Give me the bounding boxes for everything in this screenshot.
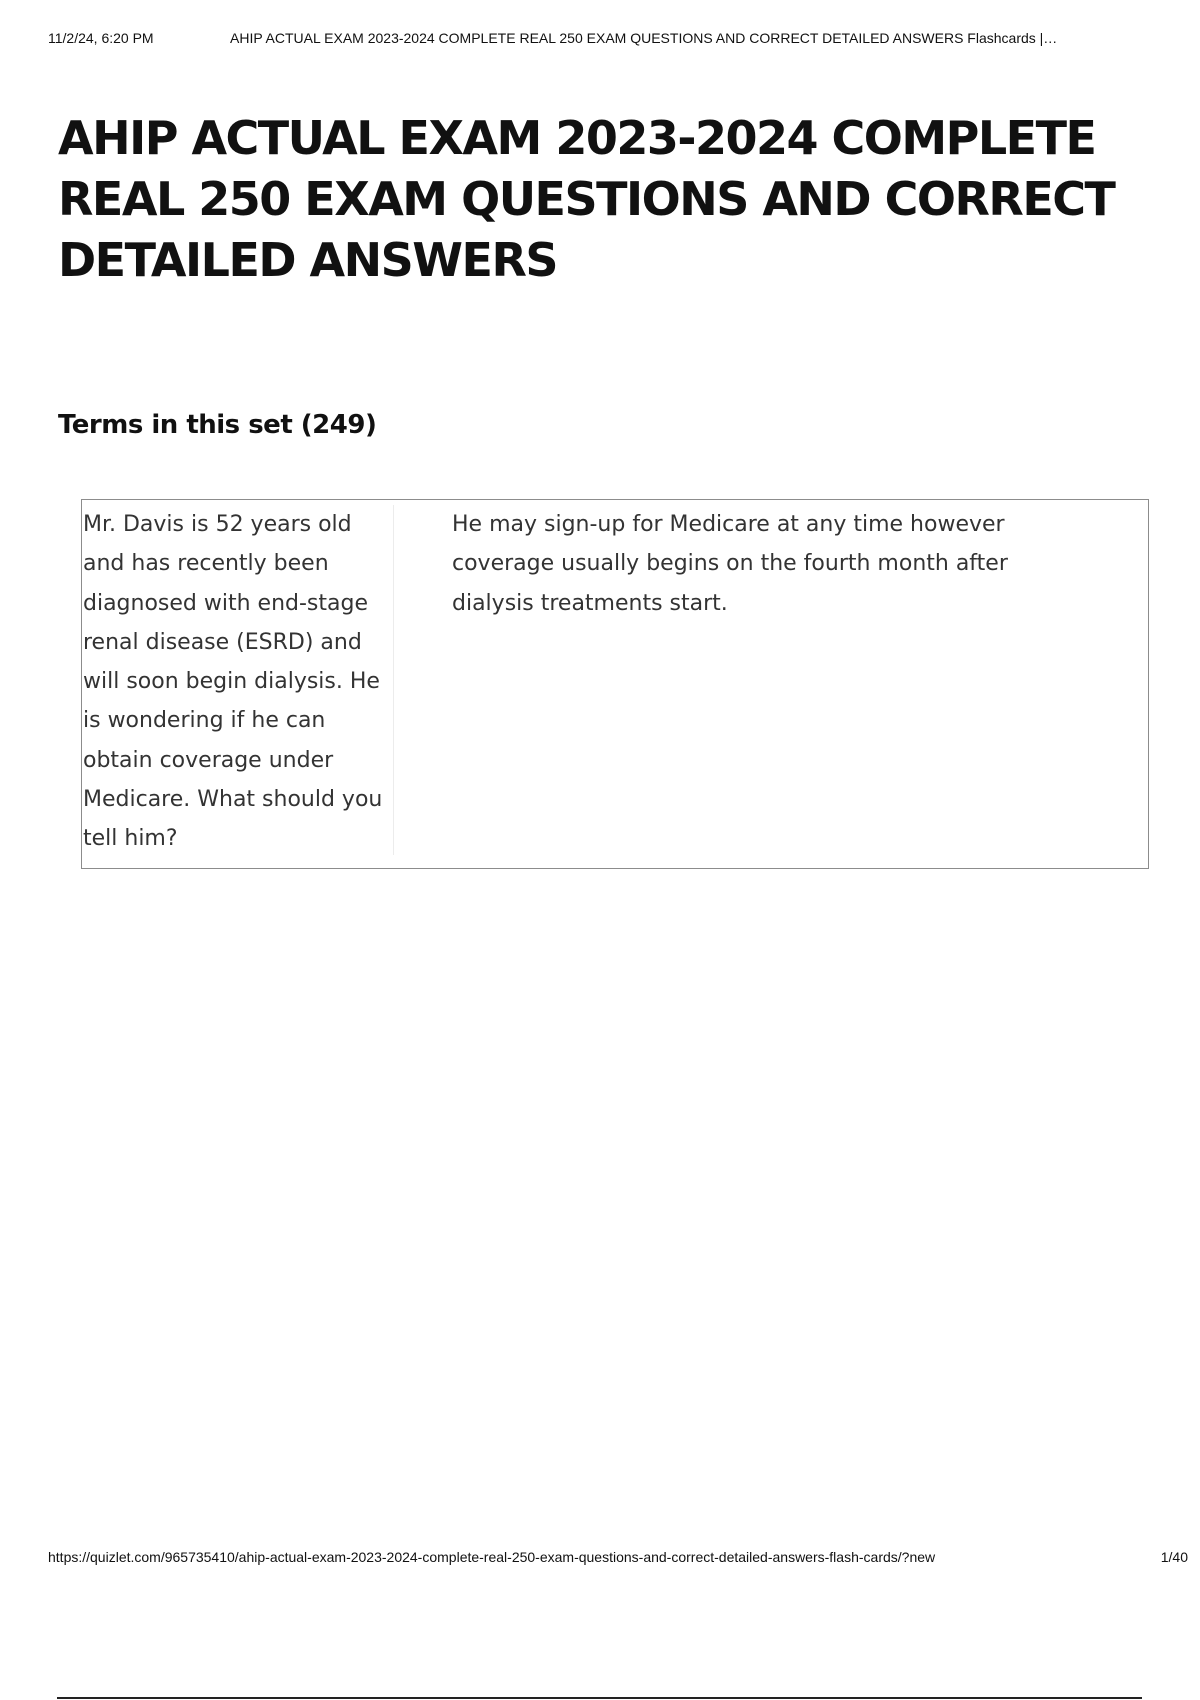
term-text: Mr. Davis is 52 years old and has recently been diagnosed with end-stage renal disease (ESRD) and will soon begin dialysis. He is wondering if he can obtain coverage under Medicare. What should you tell him? [83, 505, 394, 855]
definition-text: He may sign-up for Medicare at any time however coverage usually begins on the fourth month after dialysis treatments start. [452, 512, 1008, 616]
term-card [81, 499, 1149, 869]
page-url[interactable]: https://quizlet.com/965735410/ahip-actual-exam-2023-2024-complete-real-250-exam-questions-and-correct-detailed-answers-flash-cards/?new [48, 1549, 936, 1565]
page-divider [57, 1697, 1142, 1699]
page-title: AHIP ACTUAL EXAM 2023-2024 COMPLETE REAL 250 EXAM QUESTIONS AND CORRECT DETAILED ANSWERS [58, 111, 1115, 287]
print-timestamp: 11/2/24, 6:20 PM [48, 30, 154, 46]
print-footer [48, 1549, 1188, 1569]
terms-count-heading: Terms in this set (249) [58, 410, 377, 440]
page-number: 1/40 [1160, 1549, 1188, 1565]
print-document-title: AHIP ACTUAL EXAM 2023-2024 COMPLETE REAL 250 EXAM QUESTIONS AND CORRECT DETAILED ANSWERS Flashcards |… [230, 30, 1058, 46]
print-header [48, 30, 1188, 50]
